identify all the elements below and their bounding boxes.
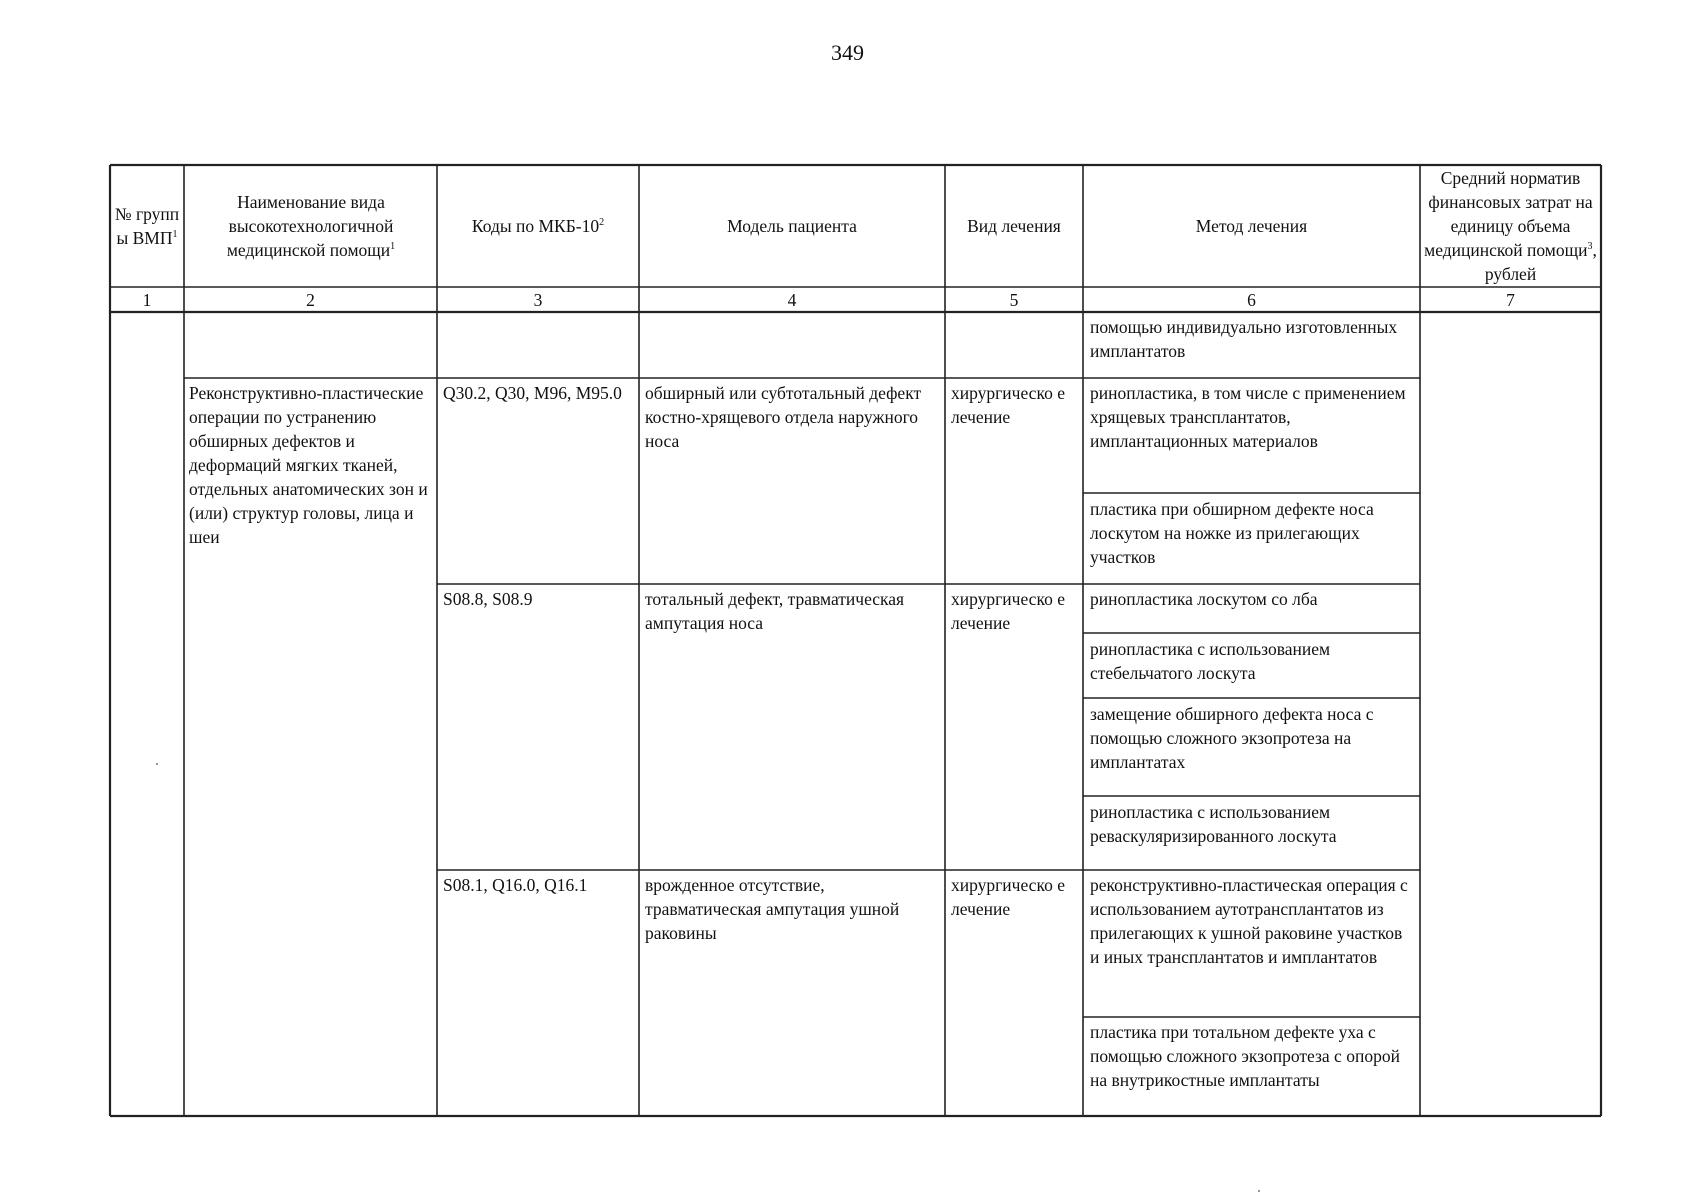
treatment-type: хирургическо е лечение <box>951 589 1065 633</box>
column-number: 6 <box>1247 290 1256 310</box>
icd-codes: Q30.2, Q30, M96, M95.0 <box>443 383 622 403</box>
patient-model: врожденное отсутствие, травматическая ампутация ушной раковины <box>645 875 900 943</box>
column-number: 7 <box>1506 290 1515 310</box>
header-financial-standard: Средний норматив финансовых затрат на единицу объема медицинской помощи$^3$, рублей <box>1424 168 1597 284</box>
treatment-method: ринопластика с использованием реваскуляризированного лоскута <box>1090 802 1337 846</box>
treatment-type: хирургическо е лечение <box>951 383 1065 427</box>
treatment-method: ринопластика, в том числе с применением хрящевых трансплантатов, имплантационных материалов <box>1090 383 1406 451</box>
treatment-method: ринопластика с использованием стебельчатого лоскута <box>1090 639 1331 683</box>
method-continuation: помощью индивидуально изготовленных имплантатов <box>1090 317 1398 361</box>
treatment-method: замещение обширного дефекта носа с помощью сложного экзопротеза на имплантатах <box>1090 704 1374 772</box>
header-vmp-name: Наименование вида высокотехнологичной медицинской помощи$^1$ <box>226 192 396 260</box>
treatment-method: пластика при обширном дефекте носа лоскутом на ножке из прилегающих участков <box>1090 499 1374 567</box>
column-number: 4 <box>787 290 797 310</box>
treatment-method: реконструктивно-пластическая операция с использованием аутотрансплантатов из прилегающих к ушной раковине участков и иных трансплантатов и имплантатов <box>1090 875 1408 967</box>
treatment-type: хирургическо е лечение <box>951 875 1065 919</box>
scan-speck <box>156 763 158 765</box>
page-number: 349 <box>831 40 864 65</box>
patient-model: обширный или субтотальный дефект костно-хрящевого отдела наружного носа <box>645 383 922 451</box>
header-icd-codes: Коды по МКБ-$10^2$ <box>471 216 605 236</box>
header-patient-model: Модель пациента <box>727 216 857 236</box>
column-number: 3 <box>533 290 543 310</box>
header-treatment-method: Метод лечения <box>1195 216 1308 236</box>
treatment-method: пластика при тотальном дефекте уха с помощью сложного экзопротеза с опорой на внутрикостные имплантаты <box>1090 1022 1400 1090</box>
scan-speck <box>1258 1190 1260 1192</box>
column-number: 2 <box>306 290 315 310</box>
icd-codes: S08.8, S08.9 <box>443 589 533 609</box>
vmp-name: Реконструктивно-пластические операции по устранению обширных дефектов и деформаций мягких тканей, отдельных анатомических зон и (или) структур головы, лица и шеи <box>189 383 428 547</box>
icd-codes: S08.1, Q16.0, Q16.1 <box>443 875 588 895</box>
column-number: 1 <box>142 290 152 310</box>
patient-model: тотальный дефект, травматическая ампутация носа <box>645 589 905 633</box>
header-treatment-type: Вид лечения <box>967 216 1061 236</box>
treatment-method: ринопластика лоскутом со лба <box>1090 589 1318 609</box>
column-number: 5 <box>1009 290 1019 310</box>
header-group-number: № групп ы ВМП$^1$ <box>114 204 180 248</box>
